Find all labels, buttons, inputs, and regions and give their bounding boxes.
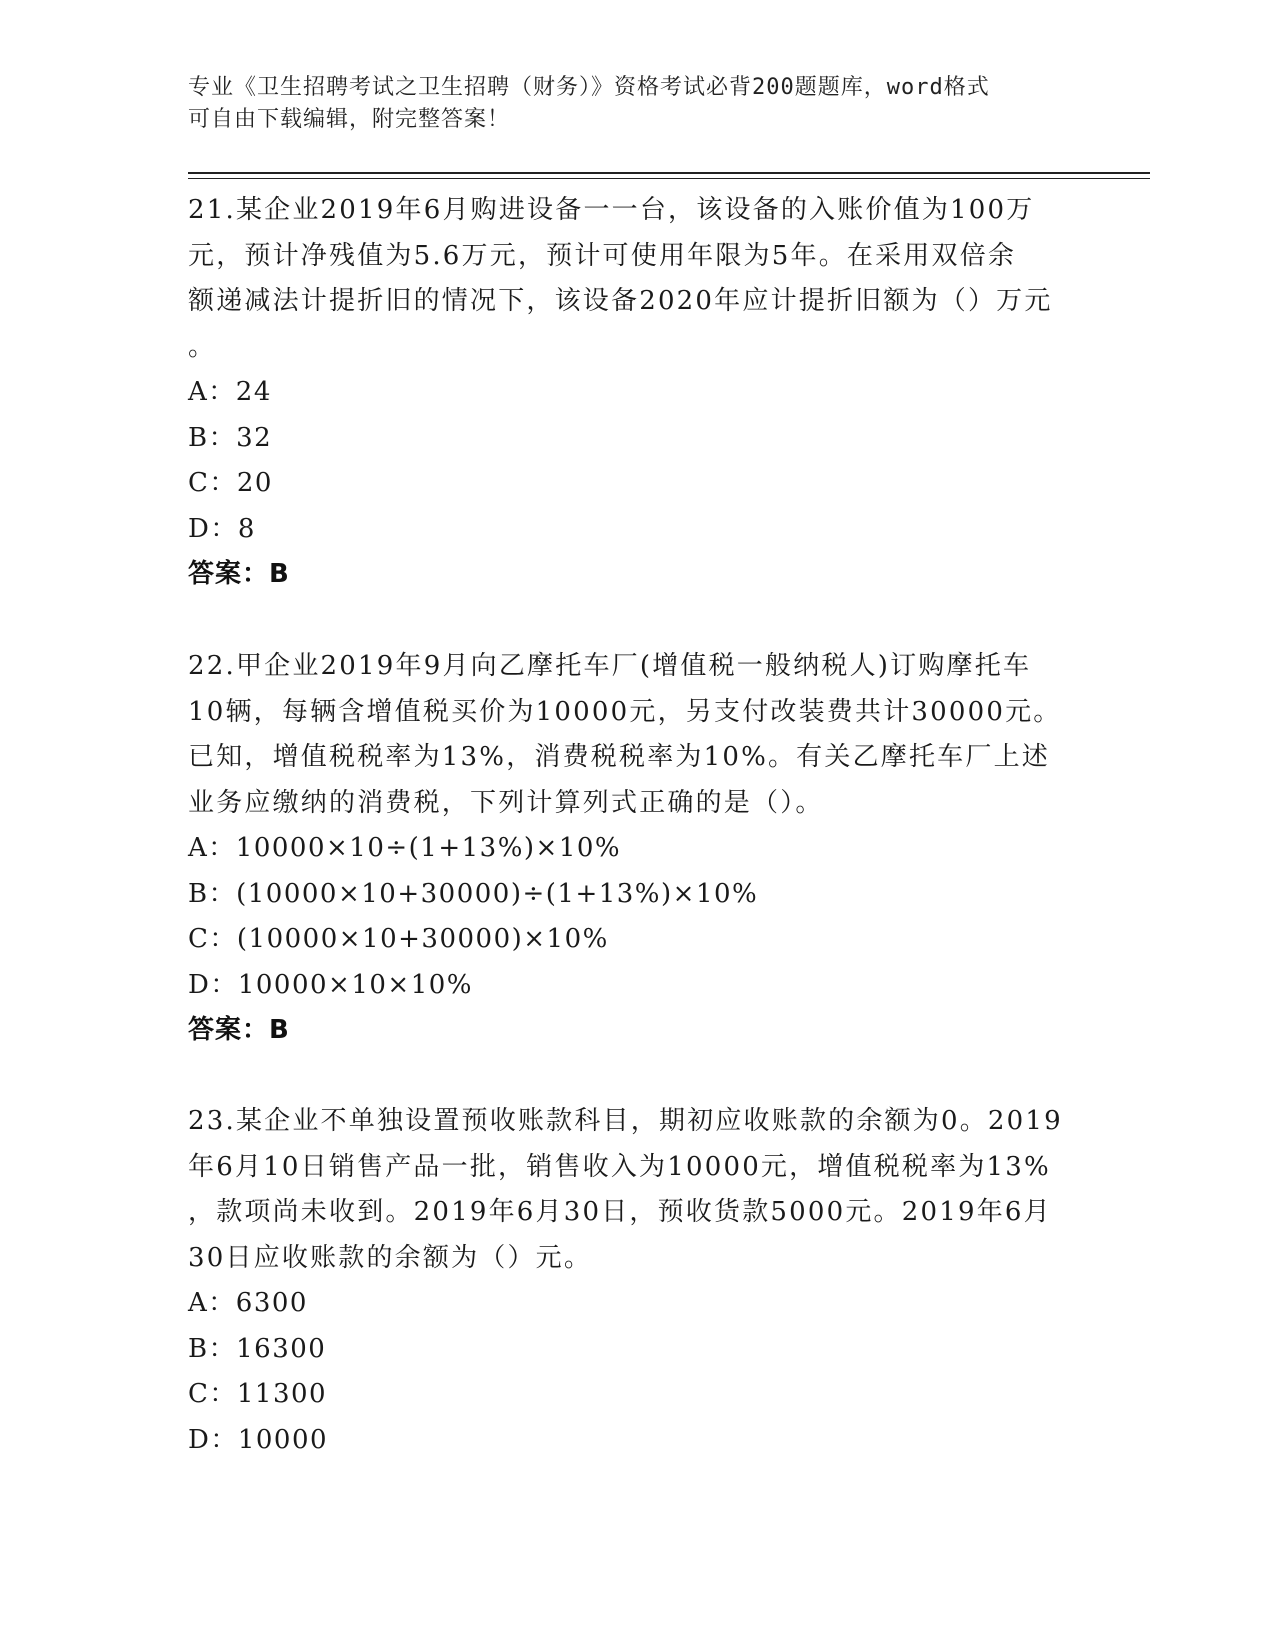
option-d: D：8	[188, 513, 256, 544]
question-21	[188, 188, 1088, 598]
question-23	[188, 1099, 1088, 1463]
option-a: A：6300	[188, 1288, 308, 1318]
question-stem-line: ，款项尚未收到。2019年6月30日，预收货款5000元。2019年6月	[188, 1197, 1052, 1227]
question-stem-line: 22.甲企业2019年9月向乙摩托车厂(增值税一般纳税人)订购摩托车	[188, 651, 1032, 681]
header-line-2: 可自由下载编辑，附完整答案！	[188, 107, 511, 132]
question-stem-line: 10辆，每辆含增值税买价为10000元，另支付改装费共计30000元。	[188, 696, 1062, 727]
question-stem-line: 年6月10日销售产品一批，销售收入为10000元，增值税税率为13%	[188, 1151, 1051, 1182]
answer-line: 答案：B	[188, 1015, 290, 1045]
header-divider-thin	[188, 178, 1150, 179]
answer-line: 答案：B	[188, 559, 290, 589]
question-stem-line: 30日应收账款的余额为（）元。	[188, 1242, 593, 1273]
option-b: B：(10000×10+30000)÷(1+13%)×10%	[188, 878, 759, 909]
header-line-1: 专业《卫生招聘考试之卫生招聘（财务）》资格考试必背200题题库，word格式	[188, 75, 990, 100]
option-d: D：10000	[188, 1424, 329, 1455]
question-22	[188, 644, 1088, 1054]
question-stem-line: 。	[188, 331, 217, 362]
header-divider-thick	[188, 172, 1150, 174]
option-d: D：10000×10×10%	[188, 969, 473, 1000]
question-stem-line: 已知，增值税税率为13%，消费税税率为10%。有关乙摩托车厂上述	[188, 742, 1050, 772]
option-c: C：(10000×10+30000)×10%	[188, 924, 609, 954]
question-stem-line: 21.某企业2019年6月购进设备一一台，该设备的入账价值为100万	[188, 195, 1035, 225]
option-a: A：24	[188, 377, 272, 407]
question-stem-line: 业务应缴纳的消费税，下列计算列式正确的是（）。	[188, 787, 824, 818]
option-a: A：10000×10÷(1+13%)×10%	[188, 833, 622, 863]
option-c: C：20	[188, 468, 273, 498]
question-stem-line: 元，预计净残值为5.6万元，预计可使用年限为5年。在采用双倍余	[188, 240, 1017, 271]
question-stem-line: 23.某企业不单独设置预收账款科目，期初应收账款的余额为0。2019	[188, 1106, 1063, 1136]
document-header	[188, 72, 1068, 136]
option-b: B：32	[188, 422, 273, 453]
option-b: B：16300	[188, 1333, 327, 1364]
option-c: C：11300	[188, 1379, 328, 1409]
question-stem-line: 额递减法计提折旧的情况下，该设备2020年应计提折旧额为（）万元	[188, 286, 1053, 316]
